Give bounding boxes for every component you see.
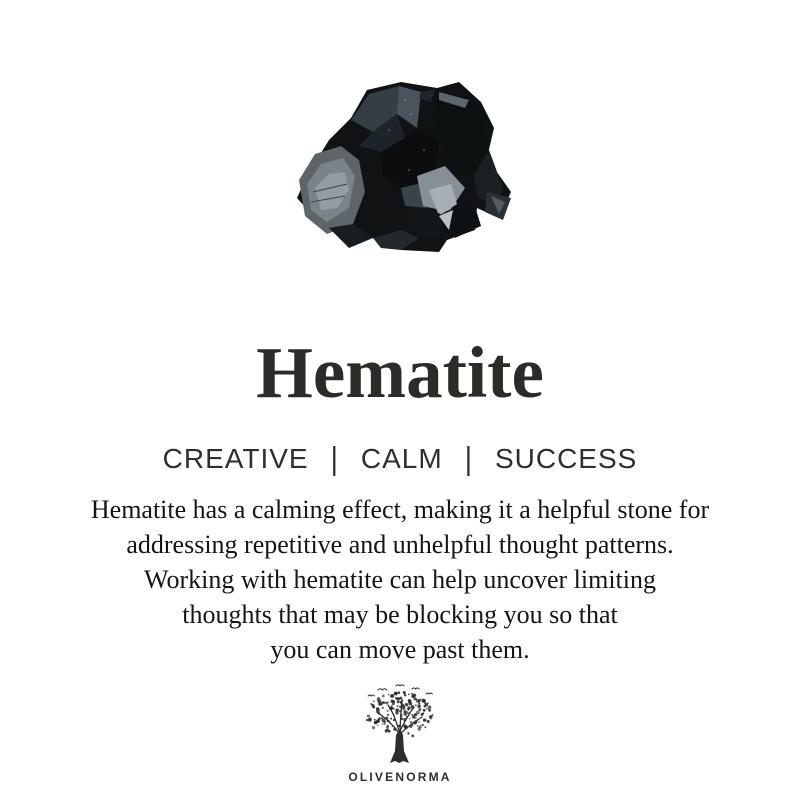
product-description bbox=[0, 492, 800, 667]
description-line: Hematite has a calming effect, making it a helpful stone for bbox=[90, 495, 710, 524]
brand-logo bbox=[0, 683, 800, 784]
description-line: Working with hematite can help uncover limiting bbox=[143, 565, 656, 594]
hematite-crystal-photo bbox=[289, 80, 511, 254]
tagline-separator: | bbox=[330, 440, 339, 477]
tagline-separator: | bbox=[464, 440, 473, 477]
description-line: addressing repetitive and unhelpful thought patterns. bbox=[126, 530, 674, 559]
tagline-keyword-success: SUCCESS bbox=[494, 443, 638, 474]
tree-trunk bbox=[390, 729, 409, 763]
description-line: you can move past them. bbox=[270, 635, 530, 664]
hematite-crystal-icon bbox=[289, 80, 511, 254]
product-title: Hematite bbox=[256, 332, 544, 413]
birds-icon bbox=[368, 685, 432, 696]
brand-name: OLIVENORMA bbox=[348, 770, 452, 784]
product-tagline bbox=[0, 440, 800, 477]
description-line: thoughts that may be blocking you so that bbox=[182, 600, 618, 629]
tagline-keyword-calm: CALM bbox=[360, 443, 443, 474]
tagline-keyword-creative: CREATIVE bbox=[162, 443, 309, 474]
olive-tree-logo-icon bbox=[348, 683, 452, 767]
